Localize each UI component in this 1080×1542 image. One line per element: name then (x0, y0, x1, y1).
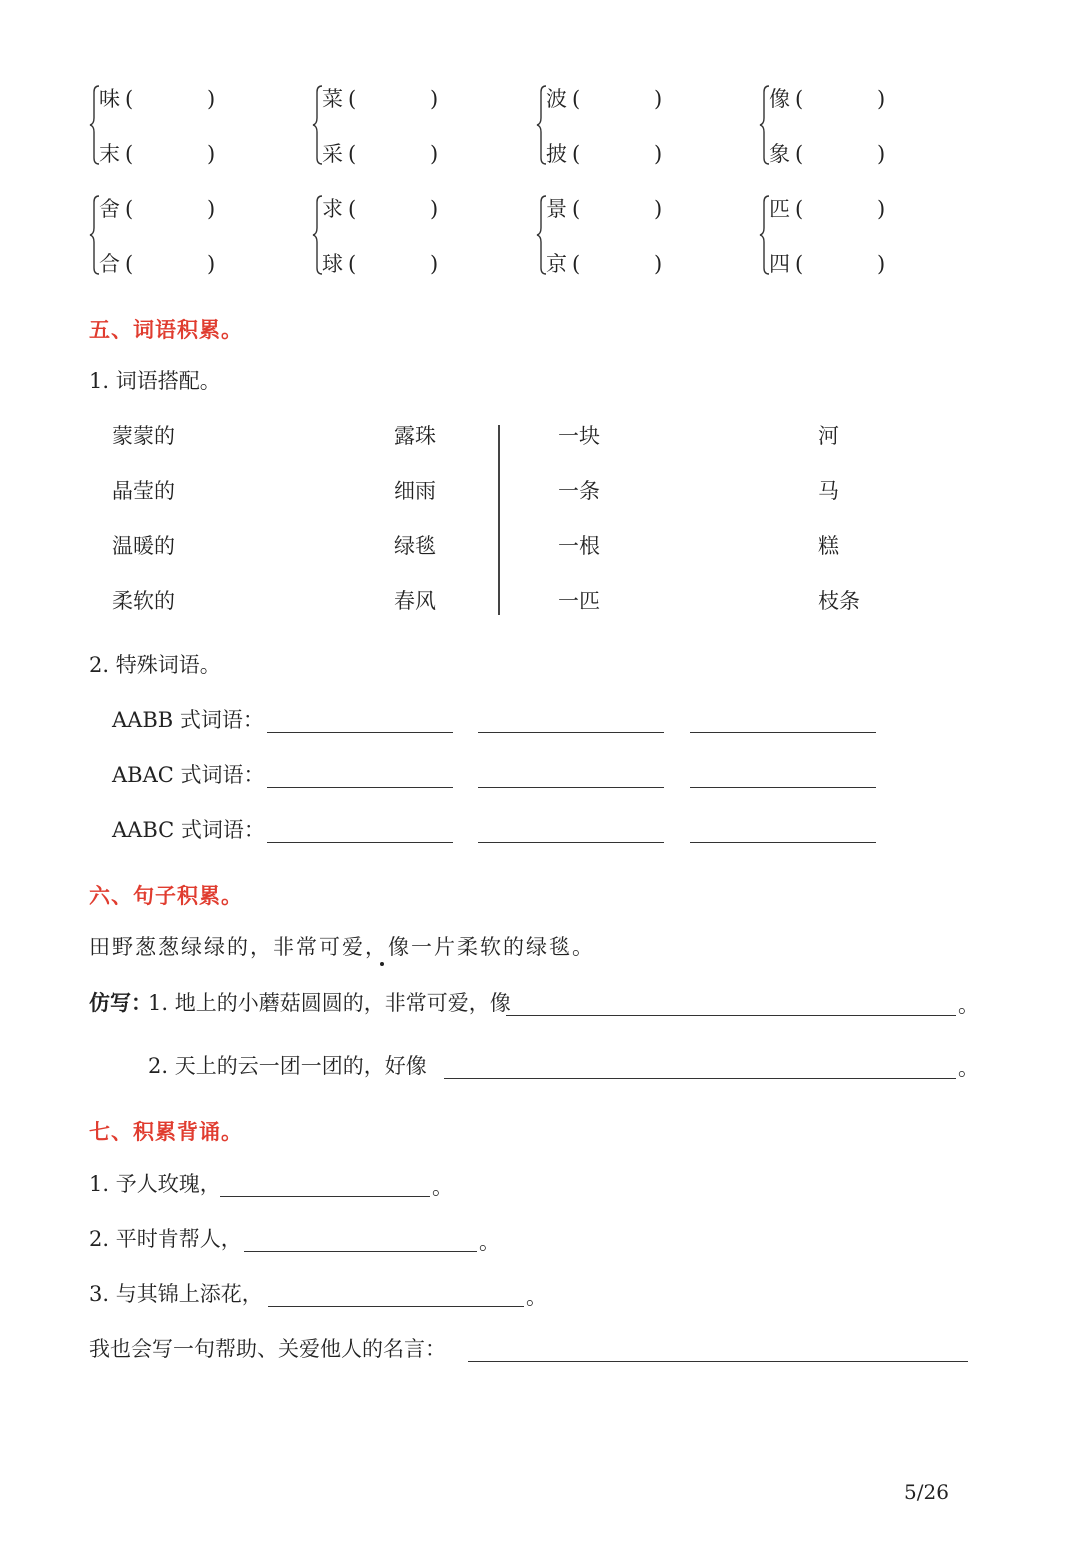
open-paren: ( (348, 252, 357, 276)
word-answer-input[interactable] (807, 253, 879, 277)
imitate-item-1: 1. 地上的小蘑菇圆圆的，非常可爱，像 (148, 991, 511, 1015)
pair-character: 京 (546, 252, 567, 276)
close-paren: ) (654, 197, 663, 221)
word-answer-input[interactable] (807, 198, 879, 222)
char-pair-group (89, 82, 229, 168)
close-paren: ) (654, 142, 663, 166)
open-paren: ( (572, 87, 581, 111)
match-right-target-3[interactable]: 糕 (818, 534, 839, 558)
char-pair-group (312, 192, 452, 278)
section-6-title: 六、句子积累。 (89, 884, 243, 908)
close-paren: ) (654, 87, 663, 111)
word-answer-input[interactable] (137, 88, 209, 112)
close-paren: ) (207, 142, 216, 166)
period-2: 。 (958, 1056, 979, 1080)
imitate-answer-1[interactable] (506, 991, 956, 1016)
aabc-answer-1[interactable] (267, 818, 453, 843)
close-paren: ) (207, 252, 216, 276)
match-right-target-2[interactable]: 马 (818, 479, 839, 503)
word-answer-input[interactable] (807, 88, 879, 112)
word-answer-input[interactable] (137, 143, 209, 167)
recite-answer-1[interactable] (220, 1172, 430, 1197)
match-left-word-1[interactable]: 蒙蒙的 (112, 424, 175, 448)
open-paren: ( (348, 142, 357, 166)
pair-character: 合 (99, 252, 120, 276)
pair-character: 采 (322, 142, 343, 166)
page-number: 5/26 (904, 1480, 949, 1504)
aabb-answer-2[interactable] (478, 708, 664, 733)
word-answer-input[interactable] (137, 198, 209, 222)
word-answer-input[interactable] (360, 143, 432, 167)
word-answer-input[interactable] (360, 198, 432, 222)
imitate-label: 仿写： (89, 991, 152, 1015)
section-5-q2-title: 2. 特殊词语。 (89, 653, 221, 677)
recite-item-2: 2. 平时肯帮人， (89, 1227, 242, 1251)
open-paren: ( (572, 252, 581, 276)
match-right-target-4[interactable]: 枝条 (818, 589, 860, 613)
char-pair-group (89, 192, 229, 278)
pair-character: 菜 (322, 87, 343, 111)
column-divider (498, 425, 500, 615)
word-answer-input[interactable] (584, 88, 656, 112)
pair-character: 披 (546, 142, 567, 166)
close-paren: ) (877, 252, 886, 276)
open-paren: ( (795, 142, 804, 166)
match-right-word-1[interactable]: 一块 (558, 424, 600, 448)
recite-period-1: 。 (432, 1175, 453, 1199)
aabc-answer-3[interactable] (690, 818, 876, 843)
match-left-target-3[interactable]: 绿毯 (394, 534, 436, 558)
abac-answer-1[interactable] (267, 763, 453, 788)
aabc-answer-2[interactable] (478, 818, 664, 843)
match-right-word-2[interactable]: 一条 (558, 479, 600, 503)
close-paren: ) (877, 87, 886, 111)
match-left-target-4[interactable]: 春风 (394, 589, 436, 613)
recite-item-1: 1. 予人玫瑰， (89, 1172, 221, 1196)
pair-character: 舍 (99, 197, 120, 221)
close-paren: ) (654, 252, 663, 276)
word-answer-input[interactable] (137, 253, 209, 277)
word-answer-input[interactable] (360, 88, 432, 112)
match-left-word-3[interactable]: 温暖的 (112, 534, 175, 558)
match-right-target-1[interactable]: 河 (818, 424, 839, 448)
close-paren: ) (877, 142, 886, 166)
recite-period-2: 。 (479, 1230, 500, 1254)
recite-answer-2[interactable] (244, 1227, 477, 1252)
recite-period-3: 。 (526, 1285, 547, 1309)
recite-item-3: 3. 与其锦上添花， (89, 1282, 263, 1306)
word-answer-input[interactable] (584, 253, 656, 277)
section-5-title: 五、词语积累。 (89, 318, 243, 342)
pair-character: 四 (769, 252, 790, 276)
close-paren: ) (430, 87, 439, 111)
aabc-label: AABC 式词语： (112, 818, 265, 842)
match-right-word-3[interactable]: 一根 (558, 534, 600, 558)
abac-answer-3[interactable] (690, 763, 876, 788)
pair-character: 匹 (769, 197, 790, 221)
char-pair-group (759, 192, 899, 278)
match-left-word-2[interactable]: 晶莹的 (112, 479, 175, 503)
section-7-title: 七、积累背诵。 (89, 1120, 243, 1144)
open-paren: ( (125, 197, 134, 221)
aabb-answer-3[interactable] (690, 708, 876, 733)
close-paren: ) (430, 197, 439, 221)
pair-character: 球 (322, 252, 343, 276)
close-paren: ) (207, 197, 216, 221)
open-paren: ( (348, 87, 357, 111)
word-answer-input[interactable] (807, 143, 879, 167)
imitate-item-2: 2. 天上的云一团一团的，好像 (148, 1054, 427, 1078)
abac-answer-2[interactable] (478, 763, 664, 788)
close-paren: ) (430, 142, 439, 166)
pair-character: 景 (546, 197, 567, 221)
quote-answer[interactable] (468, 1337, 968, 1362)
aabb-label: AABB 式词语： (112, 708, 264, 732)
match-left-target-2[interactable]: 细雨 (394, 479, 436, 503)
open-paren: ( (125, 87, 134, 111)
pair-character: 象 (769, 142, 790, 166)
open-paren: ( (795, 87, 804, 111)
char-pair-group (536, 82, 676, 168)
char-pair-group (759, 82, 899, 168)
open-paren: ( (125, 252, 134, 276)
close-paren: ) (430, 252, 439, 276)
word-answer-input[interactable] (584, 198, 656, 222)
match-right-word-4[interactable]: 一匹 (558, 589, 600, 613)
char-pair-group (536, 192, 676, 278)
recite-answer-3[interactable] (268, 1282, 524, 1307)
period-1: 。 (958, 993, 979, 1017)
aabb-answer-1[interactable] (267, 708, 453, 733)
match-left-word-4[interactable]: 柔软的 (112, 589, 175, 613)
open-paren: ( (348, 197, 357, 221)
word-answer-input[interactable] (360, 253, 432, 277)
open-paren: ( (795, 197, 804, 221)
pair-character: 末 (99, 142, 120, 166)
open-paren: ( (572, 142, 581, 166)
example-sentence: 田野葱葱绿绿的，非常可爱，像一片柔软的绿毯。 (89, 935, 595, 959)
quote-prompt: 我也会写一句帮助、关爱他人的名言： (89, 1337, 446, 1361)
word-answer-input[interactable] (584, 143, 656, 167)
close-paren: ) (877, 197, 886, 221)
open-paren: ( (572, 197, 581, 221)
match-left-target-1[interactable]: 露珠 (394, 424, 436, 448)
pair-character: 像 (769, 87, 790, 111)
pair-character: 求 (322, 197, 343, 221)
section-5-q1-title: 1. 词语搭配。 (89, 369, 221, 393)
close-paren: ) (207, 87, 216, 111)
open-paren: ( (795, 252, 804, 276)
pair-character: 波 (546, 87, 567, 111)
pair-character: 味 (99, 87, 120, 111)
abac-label: ABAC 式词语： (112, 763, 265, 787)
imitate-answer-2[interactable] (444, 1054, 956, 1079)
emphasis-dot (380, 962, 384, 966)
open-paren: ( (125, 142, 134, 166)
char-pair-group (312, 82, 452, 168)
